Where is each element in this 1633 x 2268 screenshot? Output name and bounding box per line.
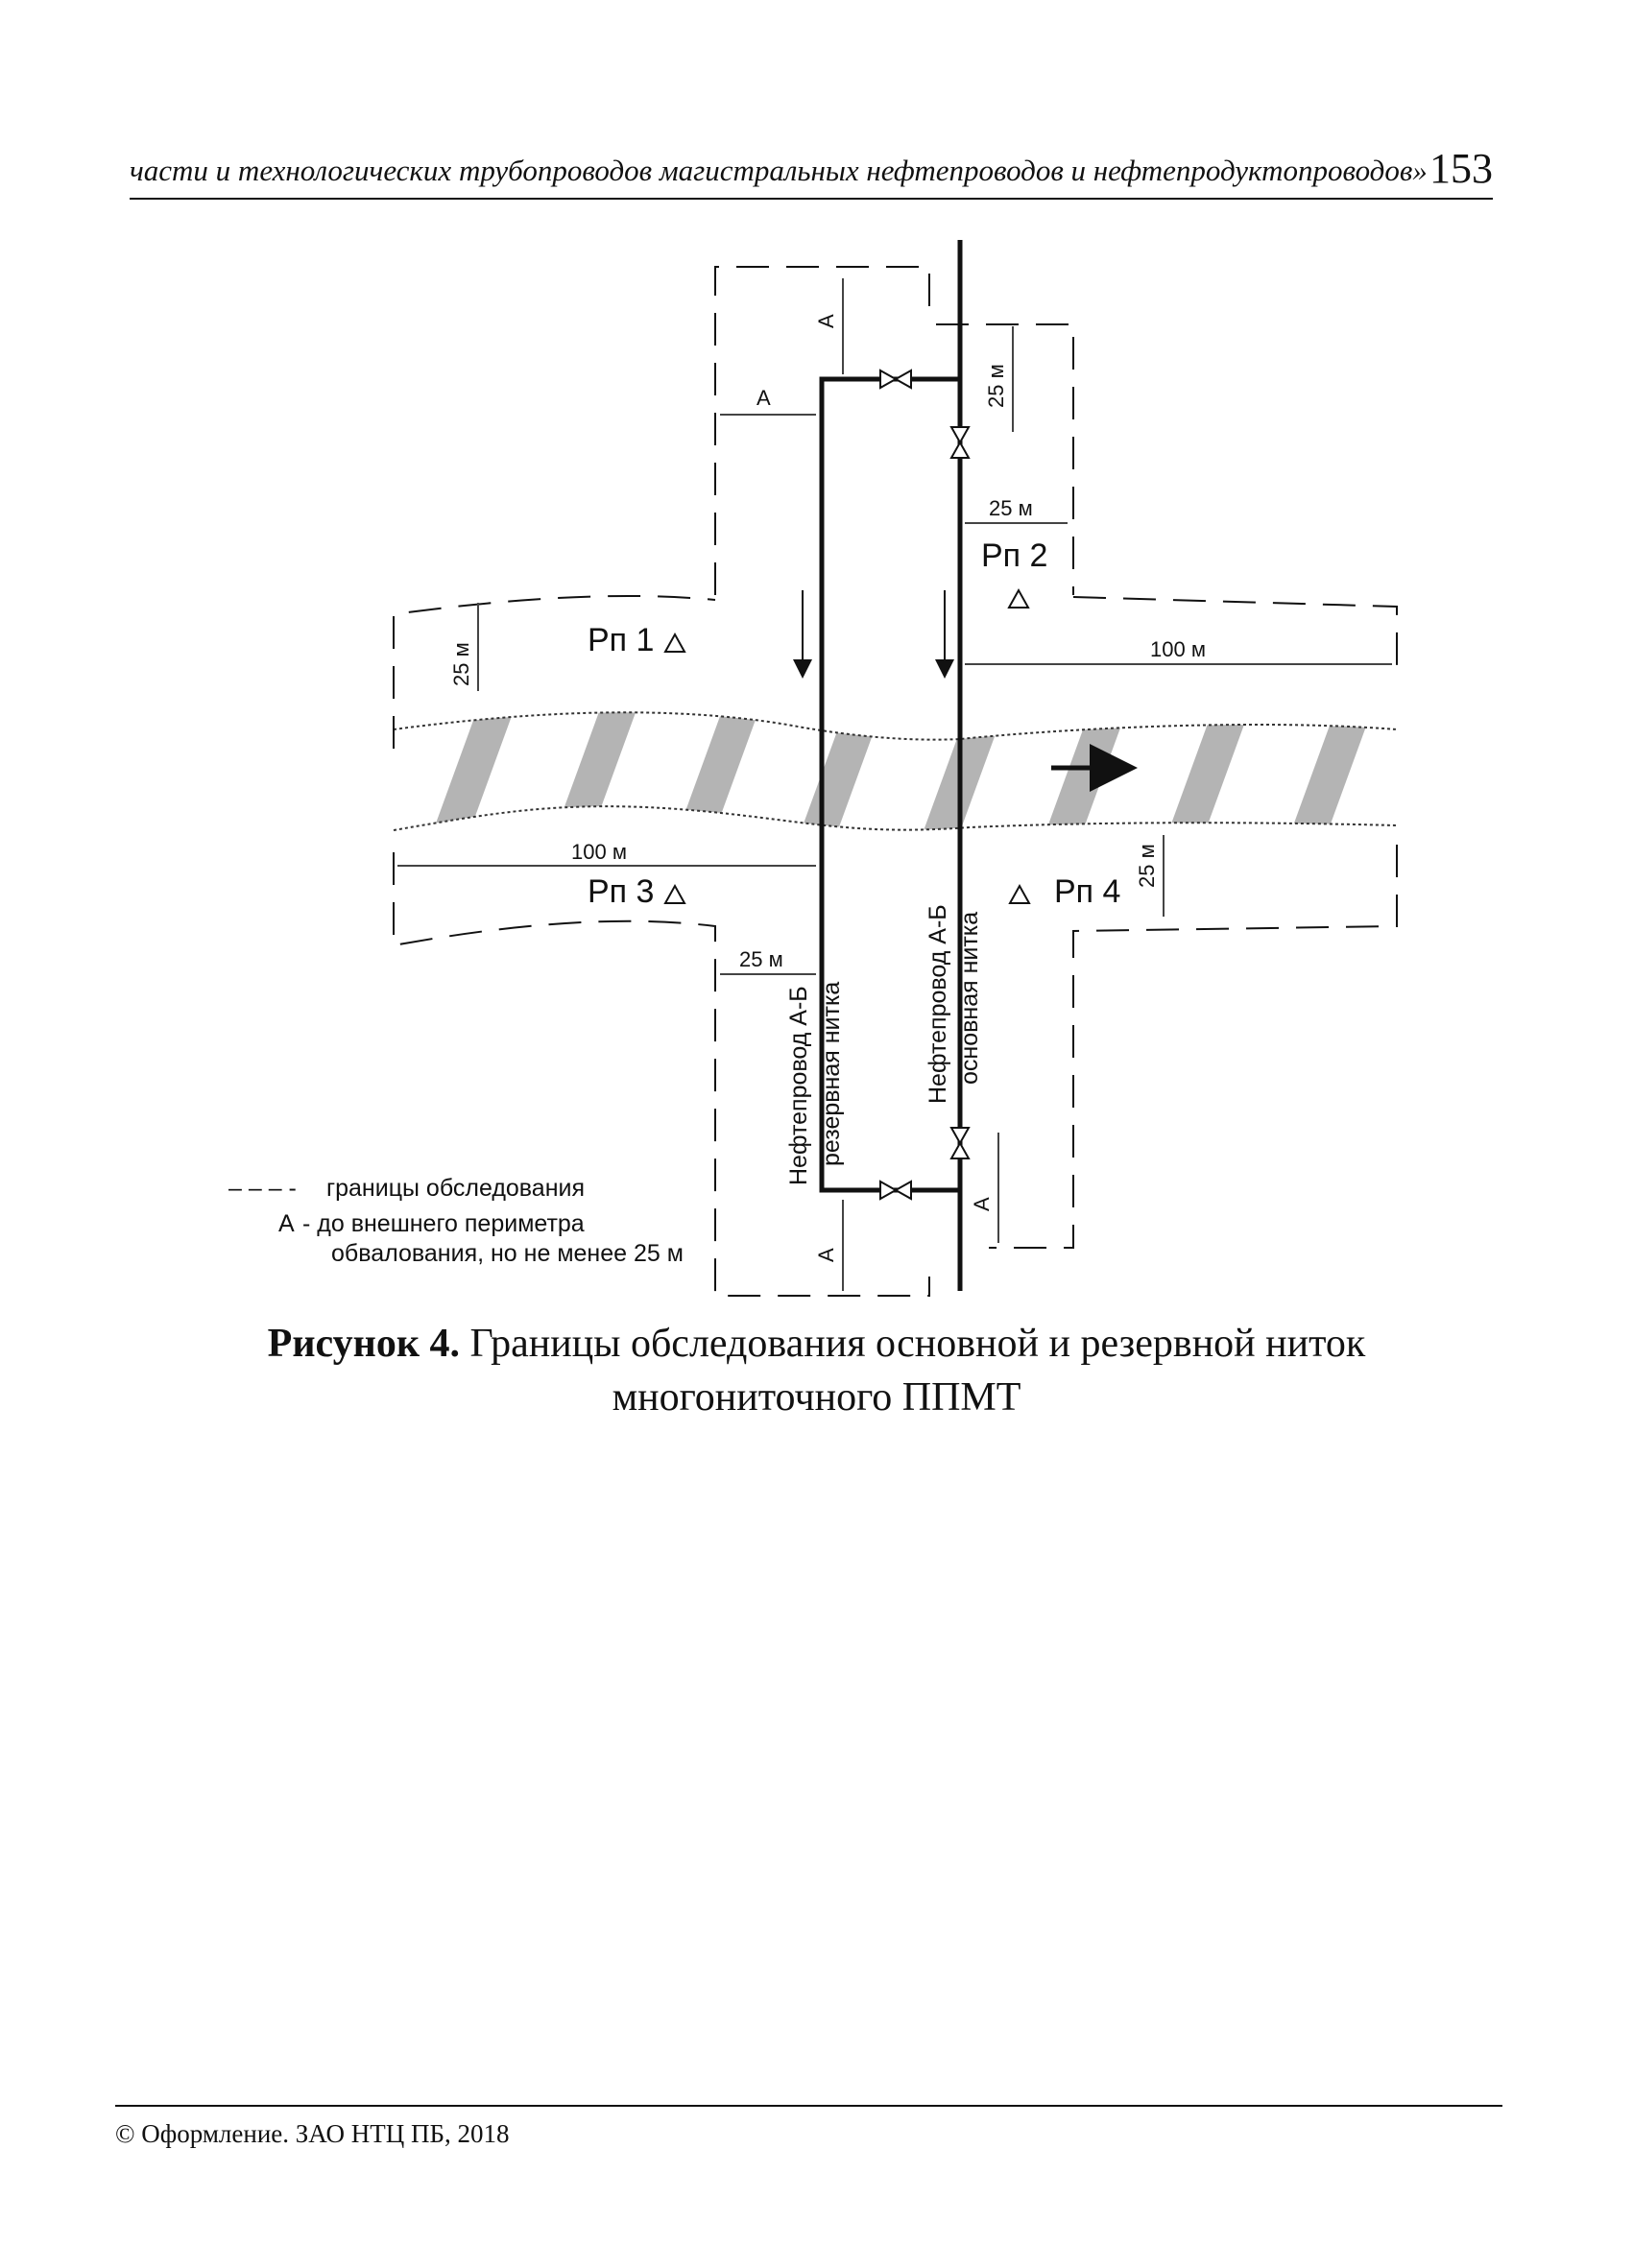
dim-100m-label: 100 м: [571, 840, 627, 864]
figure-caption: [144, 1317, 1489, 1424]
caption-text: многониточного ППМТ: [612, 1375, 1021, 1420]
main-pipe-name: основная нитка: [956, 911, 983, 1085]
legend-a-symbol: А: [278, 1210, 295, 1237]
legend-a-text: - до внешнего периметра: [302, 1210, 585, 1237]
legend-dash-sample: – – – -: [228, 1175, 297, 1202]
dim-100m-label: 100 м: [1150, 637, 1206, 661]
dim-25m-label: 25 м: [1135, 844, 1159, 888]
caption-label: Рисунок 4.: [267, 1322, 461, 1366]
legend: [228, 1175, 684, 1267]
rp1-label: Рп 1: [588, 622, 655, 658]
dim-a-label: А: [970, 1197, 994, 1211]
dim-25m-label: 25 м: [739, 947, 783, 971]
rp3-label: Рп 3: [588, 873, 655, 910]
rp3-triangle-icon: [665, 886, 684, 903]
page-number: 153: [1429, 145, 1493, 192]
reserve-pipe-name: резервная нитка: [818, 981, 845, 1166]
main-pipe-name: Нефтепровод А-Б: [925, 904, 951, 1104]
footer-copyright: © Оформление. ЗАО НТЦ ПБ, 2018: [115, 2119, 510, 2148]
rp4-triangle-icon: [1010, 886, 1029, 903]
river-band: [394, 712, 1397, 830]
rp2-label: Рп 2: [981, 537, 1048, 574]
dim-a-label: А: [756, 386, 771, 410]
running-title: части и технологических трубопроводов магистральных нефтепроводов и нефтепродуктопроводов»: [130, 154, 1428, 187]
rp4-label: Рп 4: [1054, 873, 1121, 910]
caption-text: Границы обследования основной и резервной ниток: [469, 1322, 1366, 1366]
dim-25m-label: 25 м: [984, 364, 1008, 408]
legend-a-text: обвалования, но не менее 25 м: [331, 1240, 684, 1267]
legend-boundary-text: границы обследования: [326, 1175, 586, 1202]
dim-a-label: А: [814, 1248, 838, 1262]
rp2-triangle-icon: [1009, 590, 1028, 608]
dim-25m-label: 25 м: [989, 496, 1033, 520]
reserve-pipe-name: Нефтепровод А-Б: [785, 986, 812, 1185]
footer-rule: [115, 2105, 1502, 2107]
rp1-triangle-icon: [665, 634, 684, 652]
dim-a-label: А: [814, 314, 838, 328]
dim-25m-label: 25 м: [449, 642, 473, 686]
